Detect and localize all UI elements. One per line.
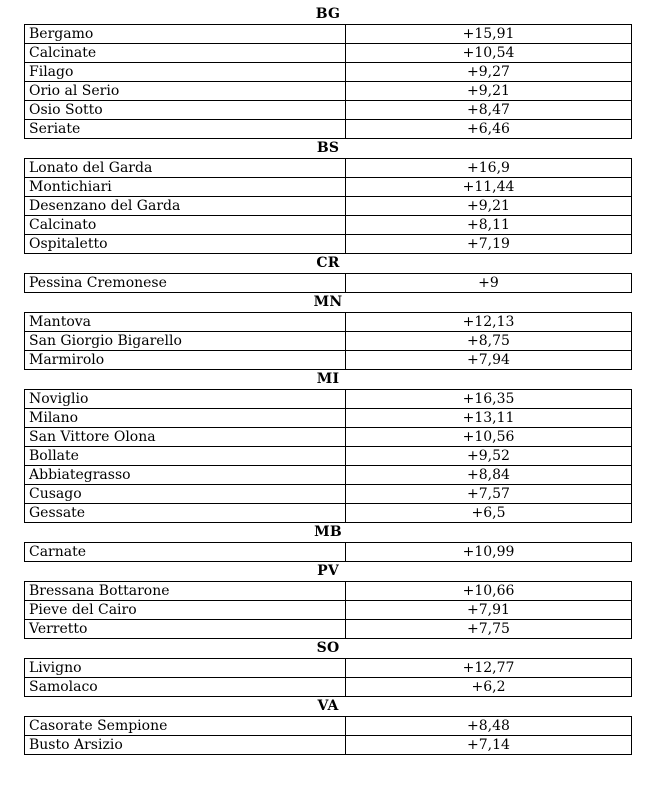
value-cell: +8,48 [346, 717, 632, 736]
value-cell: +7,94 [346, 351, 632, 370]
value-cell: +10,54 [346, 44, 632, 63]
value-cell: +8,84 [346, 466, 632, 485]
municipality-cell: Calcinate [25, 44, 346, 63]
municipality-cell: Desenzano del Garda [25, 197, 346, 216]
table-row [25, 120, 632, 139]
value-cell: +9,27 [346, 63, 632, 82]
municipality-cell: Pessina Cremonese [25, 274, 346, 293]
value-cell: +12,77 [346, 659, 632, 678]
province-table [24, 658, 632, 697]
value-cell: +8,11 [346, 216, 632, 235]
table-row [25, 390, 632, 409]
table-row [25, 659, 632, 678]
province-table [24, 24, 632, 139]
province-table [24, 542, 632, 562]
table-row [25, 25, 632, 44]
table-row [25, 159, 632, 178]
table-row [25, 351, 632, 370]
table-row [25, 504, 632, 523]
municipality-cell: Osio Sotto [25, 101, 346, 120]
table-row [25, 313, 632, 332]
value-cell: +11,44 [346, 178, 632, 197]
value-cell: +9 [346, 274, 632, 293]
province-header: MI [316, 371, 340, 387]
municipality-cell: Filago [25, 63, 346, 82]
value-cell: +15,91 [346, 25, 632, 44]
table-row [25, 63, 632, 82]
municipality-cell: Cusago [25, 485, 346, 504]
table-row [25, 447, 632, 466]
value-cell: +10,99 [346, 543, 632, 562]
municipality-cell: Gessate [25, 504, 346, 523]
province-table [24, 273, 632, 293]
table-row [25, 274, 632, 293]
municipality-cell: Bollate [25, 447, 346, 466]
value-cell: +7,19 [346, 235, 632, 254]
value-cell: +7,91 [346, 601, 632, 620]
value-cell: +10,56 [346, 428, 632, 447]
municipality-cell: Busto Arsizio [25, 736, 346, 755]
municipality-cell: Ospitaletto [25, 235, 346, 254]
value-cell: +9,21 [346, 82, 632, 101]
value-cell: +16,35 [346, 390, 632, 409]
table-row [25, 409, 632, 428]
municipality-cell: Casorate Sempione [25, 717, 346, 736]
municipality-cell: Mantova [25, 313, 346, 332]
municipality-cell: Marmirolo [25, 351, 346, 370]
municipality-cell: Calcinato [25, 216, 346, 235]
table-row [25, 82, 632, 101]
value-cell: +9,21 [346, 197, 632, 216]
table-row [25, 678, 632, 697]
report [24, 0, 632, 755]
value-cell: +6,2 [346, 678, 632, 697]
table-row [25, 485, 632, 504]
table-row [25, 101, 632, 120]
value-cell: +7,57 [346, 485, 632, 504]
municipality-cell: Orio al Serio [25, 82, 346, 101]
province-header: PV [317, 563, 339, 579]
value-cell: +8,47 [346, 101, 632, 120]
value-cell: +16,9 [346, 159, 632, 178]
province-table [24, 158, 632, 254]
value-cell: +10,66 [346, 582, 632, 601]
value-cell: +6,46 [346, 120, 632, 139]
province-header: SO [316, 640, 340, 656]
value-cell: +13,11 [346, 409, 632, 428]
value-cell: +8,75 [346, 332, 632, 351]
municipality-cell: San Vittore Olona [25, 428, 346, 447]
table-row [25, 332, 632, 351]
value-cell: +12,13 [346, 313, 632, 332]
province-table [24, 581, 632, 639]
value-cell: +6,5 [346, 504, 632, 523]
municipality-cell: Bressana Bottarone [25, 582, 346, 601]
table-row [25, 197, 632, 216]
municipality-cell: Milano [25, 409, 346, 428]
table-row [25, 178, 632, 197]
table-row [25, 601, 632, 620]
table-row [25, 216, 632, 235]
municipality-cell: Bergamo [25, 25, 346, 44]
municipality-cell: Carnate [25, 543, 346, 562]
province-header: BG [315, 6, 341, 22]
province-header: CR [316, 255, 340, 271]
municipality-cell: Seriate [25, 120, 346, 139]
municipality-cell: Pieve del Cairo [25, 601, 346, 620]
table-row [25, 44, 632, 63]
value-cell: +9,52 [346, 447, 632, 466]
municipality-cell: Abbiategrasso [25, 466, 346, 485]
province-table [24, 389, 632, 523]
province-header: VA [317, 698, 339, 714]
municipality-cell: Samolaco [25, 678, 346, 697]
table-row [25, 736, 632, 755]
province-table [24, 312, 632, 370]
table-row [25, 466, 632, 485]
municipality-cell: Lonato del Garda [25, 159, 346, 178]
table-row [25, 582, 632, 601]
municipality-cell: Livigno [25, 659, 346, 678]
municipality-cell: Verretto [25, 620, 346, 639]
province-table [24, 716, 632, 755]
municipality-cell: Montichiari [25, 178, 346, 197]
table-row [25, 428, 632, 447]
table-row [25, 235, 632, 254]
value-cell: +7,14 [346, 736, 632, 755]
municipality-cell: Noviglio [25, 390, 346, 409]
value-cell: +7,75 [346, 620, 632, 639]
table-row [25, 543, 632, 562]
province-header: BS [316, 140, 340, 156]
table-row [25, 620, 632, 639]
province-header: MB [314, 524, 342, 540]
province-header: MN [313, 294, 343, 310]
table-row [25, 717, 632, 736]
municipality-cell: San Giorgio Bigarello [25, 332, 346, 351]
